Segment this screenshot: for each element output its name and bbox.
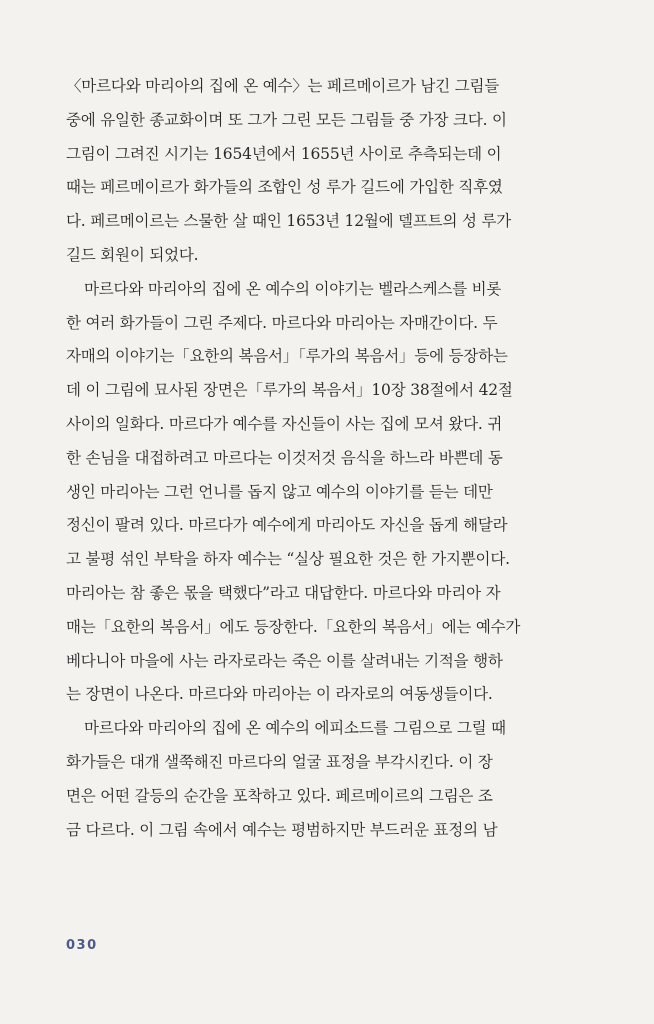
text-line: 마리아는 참 좋은 몫을 택했다”라고 대답한다. 마르다와 마리아 자 bbox=[66, 583, 501, 602]
body-text bbox=[66, 70, 546, 847]
paragraph-2 bbox=[66, 273, 546, 712]
text-line: 는 장면이 나온다. 마르다와 마리아는 이 라자로의 여동생들이다. bbox=[66, 685, 493, 704]
text-line: 베다니아 마을에 사는 라자로라는 죽은 이를 살려내는 기적을 행하 bbox=[66, 651, 503, 670]
text-line: 면은 어떤 갈등의 순간을 포착하고 있다. 페르메이르의 그림은 조 bbox=[66, 786, 493, 805]
text-line: 중에 유일한 종교화이며 또 그가 그린 모든 그림들 중 가장 크다. 이 bbox=[66, 110, 507, 129]
text-line: 고 불평 섞인 부탁을 하자 예수는 “실상 필요한 것은 한 가지뿐이다. bbox=[66, 550, 510, 569]
text-line: 매는「요한의 복음서」에도 등장한다.「요한의 복음서」에는 예수가 bbox=[66, 617, 521, 636]
text-line: 데 이 그림에 묘사된 장면은「루가의 복음서」10장 38절에서 42절 bbox=[66, 381, 513, 400]
text-line: 길드 회원이 되었다. bbox=[66, 245, 199, 264]
page-number: 030 bbox=[66, 938, 98, 953]
text-line: 정신이 팔려 있다. 마르다가 예수에게 마리아도 자신을 돕게 해달라 bbox=[66, 516, 508, 535]
text-line: 그림이 그려진 시기는 1654년에서 1655년 사이로 추측되는데 이 bbox=[66, 144, 502, 163]
text-line: 화가들은 대개 샐쭉해진 마르다의 얼굴 표정을 부각시킨다. 이 장 bbox=[66, 752, 493, 771]
text-line: 때는 페르메이르가 화가들의 조합인 성 루가 길드에 가입한 직후였 bbox=[66, 178, 503, 197]
paragraph-3 bbox=[66, 712, 546, 847]
text-line: 마르다와 마리아의 집에 온 예수의 이야기는 벨라스케스를 비롯 bbox=[84, 279, 502, 298]
paragraph-1 bbox=[66, 70, 546, 273]
text-line: 생인 마리아는 그런 언니를 돕지 않고 예수의 이야기를 듣는 데만 bbox=[66, 482, 493, 501]
text-line: 다. 페르메이르는 스물한 살 때인 1653년 12월에 델프트의 성 루가 bbox=[66, 212, 512, 231]
text-line: 〈마르다와 마리아의 집에 온 예수〉는 페르메이르가 남긴 그림들 bbox=[66, 77, 500, 95]
text-line: 금 다르다. 이 그림 속에서 예수는 평범하지만 부드러운 표정의 남 bbox=[66, 820, 498, 839]
text-line: 자매의 이야기는「요한의 복음서」「루가의 복음서」등에 등장하는 bbox=[66, 347, 508, 366]
text-line: 한 손님을 대접하려고 마르다는 이것저것 음식을 하느라 바쁜데 동 bbox=[66, 448, 503, 467]
text-line: 마르다와 마리아의 집에 온 예수의 에피소드를 그림으로 그릴 때 bbox=[84, 719, 506, 738]
text-line: 사이의 일화다. 마르다가 예수를 자신들이 사는 집에 모셔 왔다. 귀 bbox=[66, 414, 503, 433]
text-line: 한 여러 화가들이 그린 주제다. 마르다와 마리아는 자매간이다. 두 bbox=[66, 313, 498, 332]
